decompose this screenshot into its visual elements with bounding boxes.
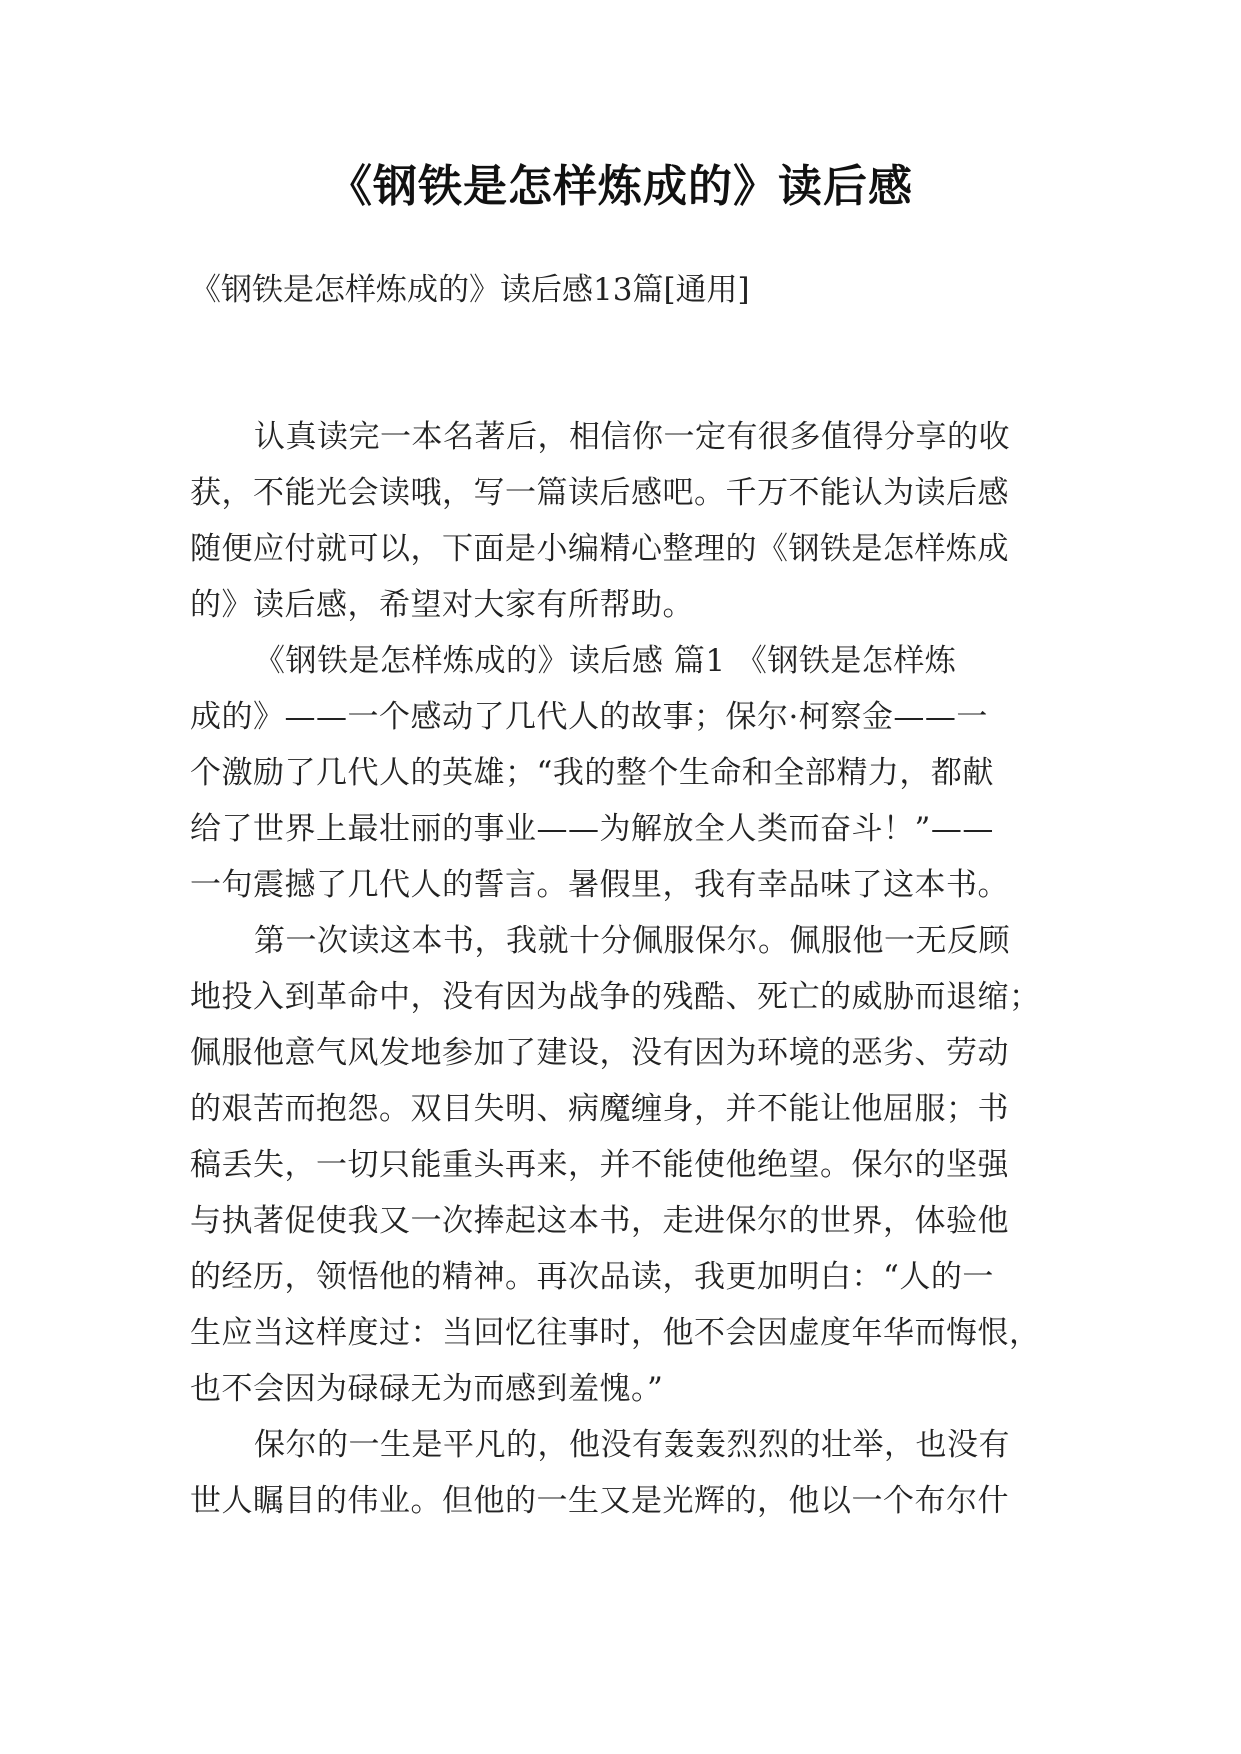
body-text-line: 第一次读这本书，我就十分佩服保尔。佩服他一无反顾: [254, 923, 1010, 959]
body-text-line: 认真读完一本名著后，相信你一定有很多值得分享的收: [254, 419, 1010, 455]
body-text-line: 佩服他意气风发地参加了建设，没有因为环境的恶劣、劳动: [190, 1035, 1009, 1071]
body-text-line: 个激励了几代人的英雄；“我的整个生命和全部精力，都献: [190, 755, 994, 791]
body-text-line: 一句震撼了几代人的誓言。暑假里，我有幸品味了这本书。: [190, 867, 1009, 903]
body-text-line: 的经历，领悟他的精神。再次品读，我更加明白：“人的一: [190, 1259, 994, 1295]
body-text-line: 获，不能光会读哦，写一篇读后感吧。千万不能认为读后感: [190, 475, 1009, 511]
body-text-line: 保尔的一生是平凡的，他没有轰轰烈烈的壮举，也没有: [254, 1427, 1010, 1463]
body-text-line: 生应当这样度过：当回忆往事时，他不会因虚度年华而悔恨，: [190, 1315, 1041, 1351]
body-text-line: 世人瞩目的伟业。但他的一生又是光辉的，他以一个布尔什: [190, 1483, 1009, 1519]
body-text-line: 随便应付就可以，下面是小编精心整理的《钢铁是怎样炼成: [190, 531, 1009, 567]
body-text-line: 《钢铁是怎样炼成的》读后感 篇1 《钢铁是怎样炼: [254, 643, 957, 679]
body-text-line: 给了世界上最壮丽的事业——为解放全人类而奋斗！”——: [190, 811, 994, 847]
document-title: 《钢铁是怎样炼成的》读后感: [328, 161, 913, 212]
document-body: [190, 409, 1070, 1529]
body-text-line: 的艰苦而抱怨。双目失明、病魔缠身，并不能让他屈服；书: [190, 1091, 1009, 1127]
document-subtitle: 《钢铁是怎样炼成的》读后感13篇[通用]: [190, 272, 750, 308]
body-text-line: 成的》——一个感动了几代人的故事；保尔·柯察金——一: [190, 699, 988, 735]
body-text-line: 的》读后感，希望对大家有所帮助。: [190, 587, 694, 623]
body-text-line: 也不会因为碌碌无为而感到羞愧。”: [190, 1371, 664, 1407]
body-text-line: 与执著促使我又一次捧起这本书，走进保尔的世界，体验他: [190, 1203, 1009, 1239]
body-text-line: 地投入到革命中，没有因为战争的残酷、死亡的威胁而退缩；: [190, 979, 1041, 1015]
body-text-line: 稿丢失，一切只能重头再来，并不能使他绝望。保尔的坚强: [190, 1147, 1009, 1183]
